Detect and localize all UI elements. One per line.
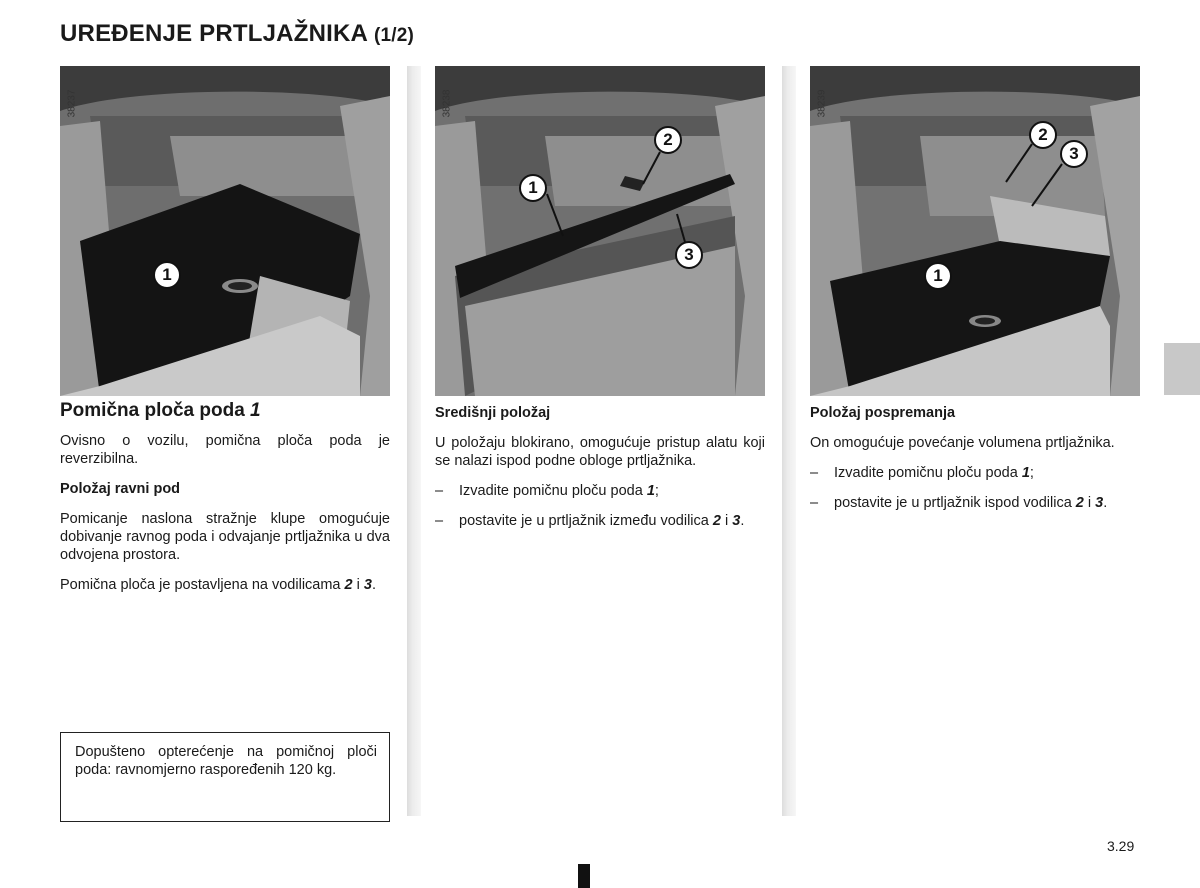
- figure-number: 38238: [441, 89, 453, 118]
- figure-number: 38239: [816, 89, 828, 118]
- section-tab: [1164, 343, 1200, 395]
- page-marker: [578, 864, 590, 888]
- callout-1: 1: [924, 262, 952, 290]
- paragraph: Pomicanje naslona stražnje klupe omogućuje dobivanje ravnog poda i odvajanje prtljažnika u dva odvojena prostora.: [60, 511, 390, 563]
- subheading: Položaj pospremanja: [810, 405, 956, 421]
- page-title: [60, 20, 414, 48]
- trunk-photo-floor: [60, 66, 390, 396]
- intro-paragraph: Ovisno o vozilu, pomična ploča poda je reverzibilna.: [60, 433, 390, 467]
- leader-lines: [435, 66, 765, 396]
- callout-3: 3: [1060, 140, 1088, 168]
- leader-lines: [810, 66, 1140, 396]
- paragraph: Pomična ploča je postavljena na vodilicama 2 i 3.: [60, 577, 377, 593]
- trunk-photo-middle: [435, 66, 765, 396]
- column-divider: [407, 66, 421, 816]
- callout-1: 1: [519, 174, 547, 202]
- figure-number: 38237: [66, 89, 78, 118]
- callout-2: 2: [654, 126, 682, 154]
- heading-number: 1: [250, 400, 261, 421]
- callout-3: 3: [675, 241, 703, 269]
- note-box: Dopušteno opterećenje na pomičnoj ploči poda: ravnomjerno raspoređenih 120 kg.: [60, 732, 390, 822]
- list-item: – Izvadite pomičnu ploču poda 1;: [435, 483, 659, 499]
- section-heading: [60, 402, 390, 420]
- title-text: UREĐENJE PRTLJAŽNIKA: [60, 20, 368, 47]
- callout-1: 1: [153, 261, 181, 289]
- list-item: – Izvadite pomičnu ploču poda 1;: [810, 465, 1034, 481]
- trunk-illustration: [60, 66, 390, 396]
- subheading: Položaj ravni pod: [60, 481, 181, 497]
- title-part: (1/2): [374, 25, 415, 46]
- list-item: – postavite je u prtljažnik ispod vodilica 2 i 3.: [810, 495, 1108, 511]
- list-item: – postavite je u prtljažnik između vodilica 2 i 3.: [435, 513, 745, 529]
- column-3-text: [810, 404, 1140, 512]
- paragraph: On omogućuje povećanje volumena prtljažnika.: [810, 435, 1115, 451]
- paragraph: U položaju blokirano, omogućuje pristup alatu koji se nalazi ispod podne obloge prtljažnika.: [435, 435, 765, 469]
- subheading: Središnji položaj: [435, 405, 551, 421]
- callout-2: 2: [1029, 121, 1057, 149]
- page-number: 3.29: [1107, 838, 1135, 854]
- column-divider: [782, 66, 796, 816]
- column-2-text: [435, 404, 765, 530]
- trunk-photo-storage: [810, 66, 1140, 396]
- heading-text: Pomična ploča poda: [60, 400, 245, 421]
- column-1-text: [60, 402, 390, 594]
